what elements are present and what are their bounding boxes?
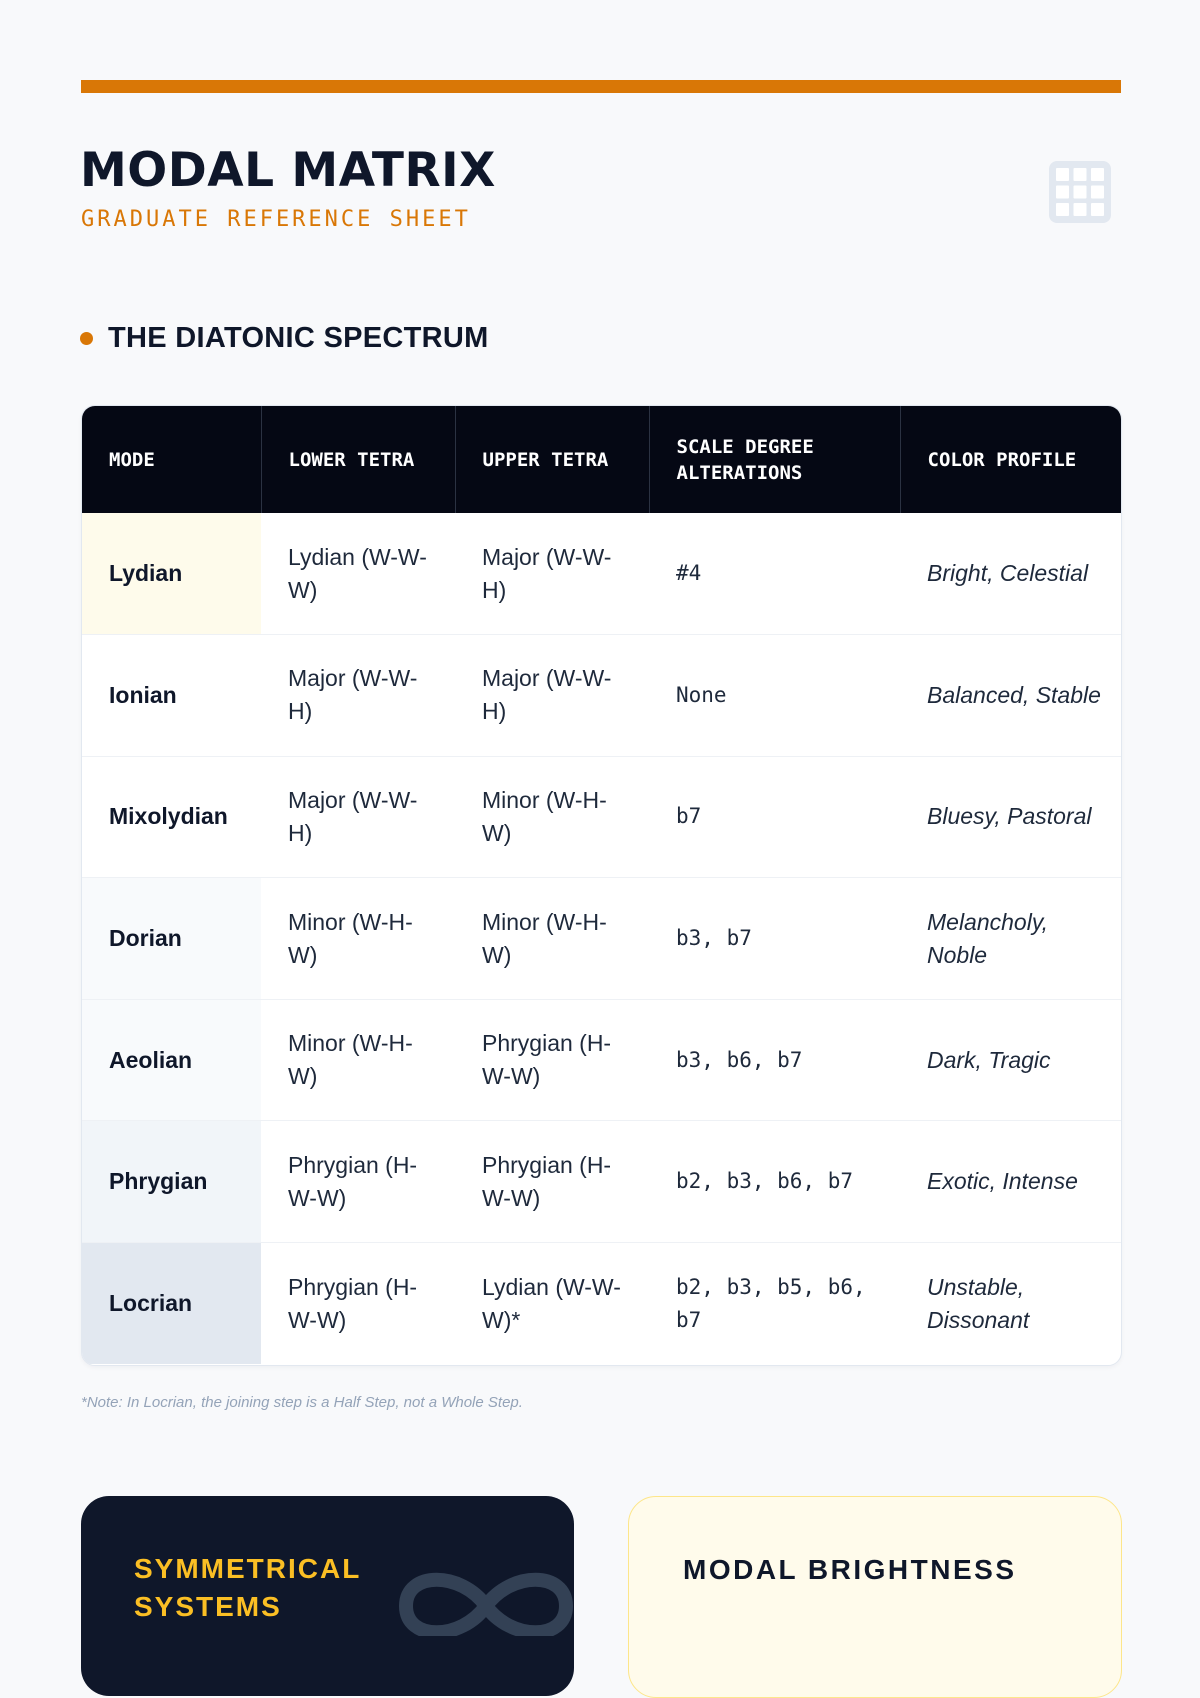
upper-tetra-cell: Phrygian (H-W-W) <box>482 1151 612 1211</box>
lower-tetra-cell: Lydian (W-W-W) <box>288 543 427 603</box>
lower-tetra-cell: Minor (W-H-W) <box>288 1030 413 1090</box>
modes-table <box>81 405 1122 1366</box>
table-row <box>82 756 1121 878</box>
color-profile-cell: Bluesy, Pastoral <box>927 803 1092 830</box>
card-title-symmetrical: SYMMETRICAL SYSTEMS <box>134 1553 361 1622</box>
color-profile-cell: Unstable, Dissonant <box>927 1273 1030 1333</box>
upper-tetra-cell: Major (W-W-H) <box>482 665 612 725</box>
table-row <box>82 513 1121 635</box>
footnote: *Note: In Locrian, the joining step is a Half Step, not a Whole Step. <box>81 1394 523 1411</box>
mode-cell: Lydian <box>82 513 261 635</box>
lower-tetra-cell: Major (W-W-H) <box>288 786 418 846</box>
alterations-cell: b3, b7 <box>676 926 752 951</box>
lower-tetra-cell: Minor (W-H-W) <box>288 908 413 968</box>
color-profile-cell: Dark, Tragic <box>927 1046 1051 1073</box>
alterations-cell: b7 <box>676 804 702 829</box>
mode-cell: Mixolydian <box>82 756 261 878</box>
upper-tetra-cell: Minor (W-H-W) <box>482 908 607 968</box>
bullet-dot-icon <box>80 332 93 345</box>
mode-cell: Phrygian <box>82 1121 261 1243</box>
mode-cell: Dorian <box>82 878 261 1000</box>
column-header-upper-tetra: UPPER TETRA <box>455 406 649 513</box>
alterations-cell: b2, b3, b6, b7 <box>676 1169 854 1194</box>
section-heading <box>80 322 489 355</box>
column-header-lower-tetra: LOWER TETRA <box>261 406 455 513</box>
lower-tetra-cell: Phrygian (H-W-W) <box>288 1273 418 1333</box>
section-title: THE DIATONIC SPECTRUM <box>108 322 489 354</box>
symmetrical-systems-card <box>81 1496 574 1696</box>
table-row <box>82 878 1121 1000</box>
alterations-cell: None <box>676 682 727 707</box>
grid-icon <box>1048 160 1112 224</box>
lower-tetra-cell: Major (W-W-H) <box>288 665 418 725</box>
alterations-cell: #4 <box>676 561 702 586</box>
table-row <box>82 1243 1121 1365</box>
modal-brightness-card <box>628 1496 1122 1698</box>
upper-tetra-cell: Major (W-W-H) <box>482 543 612 603</box>
column-header-mode: MODE <box>82 406 261 513</box>
table-header-row <box>82 406 1121 513</box>
table-row <box>82 999 1121 1121</box>
upper-tetra-cell: Minor (W-H-W) <box>482 786 607 846</box>
table-row <box>82 635 1121 757</box>
color-profile-cell: Bright, Celestial <box>927 560 1089 587</box>
color-profile-cell: Melancholy, Noble <box>927 908 1049 968</box>
alterations-cell: b3, b6, b7 <box>676 1047 803 1072</box>
color-profile-cell: Exotic, Intense <box>927 1168 1078 1195</box>
lower-tetra-cell: Phrygian (H-W-W) <box>288 1151 418 1211</box>
page-subtitle: GRADUATE REFERENCE SHEET <box>81 207 471 232</box>
infinity-icon <box>391 1546 574 1636</box>
upper-tetra-cell: Phrygian (H-W-W) <box>482 1030 612 1090</box>
accent-bar <box>81 80 1121 93</box>
mode-cell: Aeolian <box>82 999 261 1121</box>
upper-tetra-cell: Lydian (W-W-W)* <box>482 1273 621 1333</box>
card-title-brightness: MODAL BRIGHTNESS <box>683 1554 1017 1585</box>
table-row <box>82 1121 1121 1243</box>
alterations-cell: b2, b3, b5, b6, b7 <box>676 1274 866 1332</box>
mode-cell: Locrian <box>82 1243 261 1365</box>
color-profile-cell: Balanced, Stable <box>927 681 1101 708</box>
column-header-color-profile: COLOR PROFILE <box>927 448 1077 471</box>
mode-cell: Ionian <box>82 635 261 757</box>
page-title: MODAL MATRIX <box>80 143 496 198</box>
column-header-alterations: SCALE DEGREE ALTERATIONS <box>649 406 900 513</box>
